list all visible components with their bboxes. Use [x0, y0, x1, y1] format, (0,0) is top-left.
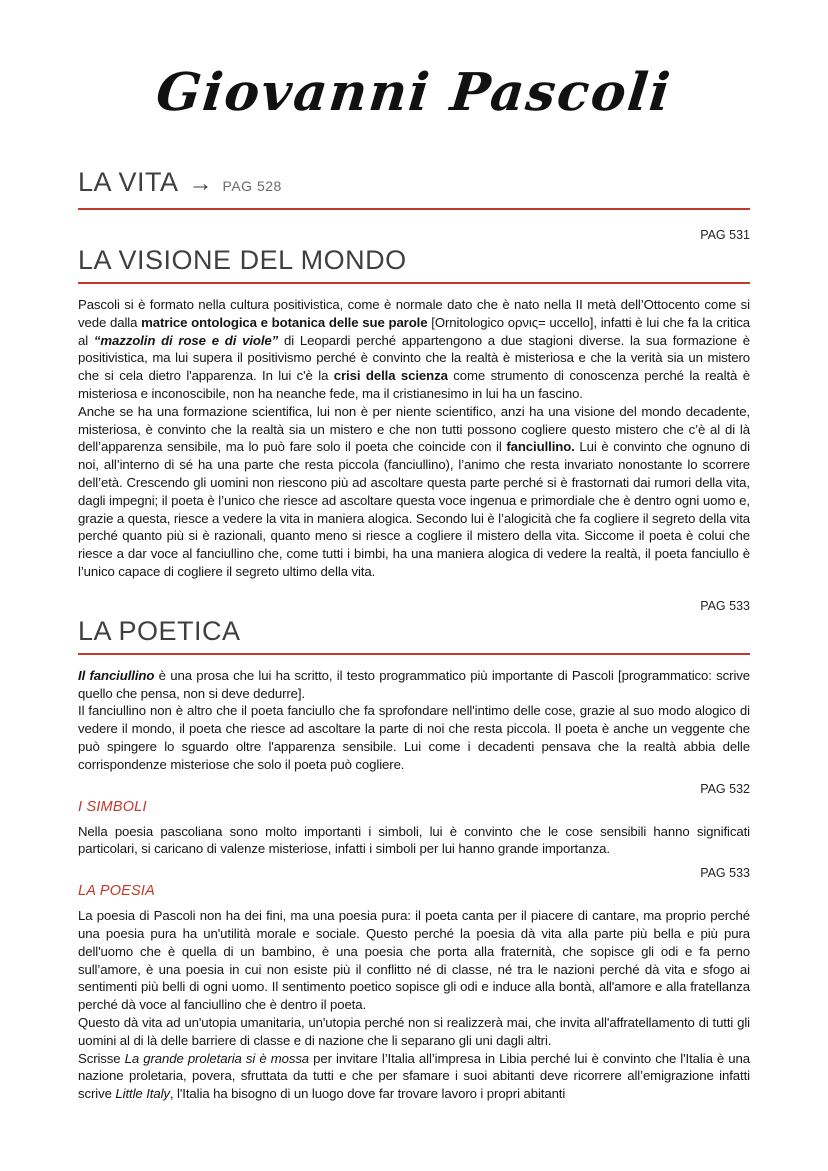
paragraph: Pascoli si è formato nella cultura positivistica, come è normale dato che è nato nella II metà dell’Ottocento come si vede dalla matrice ontologica e botanica delle sue parole [Ornitologico ορνις= uccello], infatti è lui che fa la critica al “mazzolin di rose e di viole” di Leopardi perché appartengono a due stagioni diverse. la sua formazione è positivistica, ma lui supera il positivismo perché è convinto che la realtà è misteriosa e che la verità sia un mistero che si cela dietro l'apparenza. In lui c'è la crisi della scienza come strumento di conoscenza perché la realtà è misteriosa e inconoscibile, non ha neanche fede, ma il cristianesimo in lui ha un fascino.	[78, 297, 750, 401]
paragraph: Anche se ha una formazione scientifica, lui non è per niente scientifico, anzi ha una visione del mondo decadente, misteriosa, è convinto che la realtà sia un mistero e che non tutti possono cogliere questo mistero che c’è al di là dell’apparenza sensibile, ma lo può fare solo il poeta che coincide con il fanciullino. Lui è convinto che ognuno di noi, all’interno di sé ha una parte che resta piccola (fanciullino), l’animo che resta invariato nonostante lo scorrere dell’età. Crescendo gli uomini non riescono più ad ascoltare questa parte perché si è frastornati dai rumori della vita, dagli impegni; il poeta è l’unico che riesce ad ascoltare questa voce ingenua e primordiale che è dentro ogni uomo e, grazie a questa, riesce a vedere la vita in maniera alogica. Secondo lui è l’alogicità che fa cogliere il segreto della vita perché quanto più si è razionali, quanto meno si riesce a cogliere il mistero della vita. Siccome il poeta è colui che riesce a dar voce al fanciullino che, come tutti i bimbi, ha una maniera alogica di vedere la realtà, il poeta fanciullo è l’unico capace di cogliere il segreto ultimo della vita.	[78, 403, 750, 579]
la-vita-heading-row	[78, 167, 750, 210]
paragraph: Questo dà vita ad un'utopia umanitaria, un'utopia perché non si realizzerà mai, che invita all'affratellamento di tutti gli uomini al di là delle barriere di classe e di nazione che li separano gli uni dagli altri.	[78, 1014, 750, 1048]
la-vita-heading: LA VITA	[78, 167, 179, 197]
la-vita-page-ref: PAG 528	[222, 178, 282, 194]
paragraph: Il fanciullino non è altro che il poeta fanciullo che fa sprofondare nell'intimo delle cose, grazie al suo modo alogico di vedere il mondo, il poeta che riesce ad ascoltare la parte di noi che resta piccola. Il poeta è anche un veggente che può spingere lo sguardo oltre l'apparenza sensibile. Lui come i decadenti pensava che la realtà abbia delle corrispondenze misteriose che solo il poeta può cogliere.	[78, 703, 750, 772]
right-arrow-icon: →	[188, 170, 213, 197]
paragraph: Nella poesia pascoliana sono molto importanti i simboli, lui è convinto che le cose sensibili hanno significati particolari, si caricano di valenze misteriose, infatti i simboli per lui hanno grande importanza.	[78, 823, 750, 857]
page-tag: PAG 532	[700, 781, 750, 796]
page-tag: PAG 531	[700, 228, 750, 242]
poetica-heading-row	[78, 616, 750, 655]
doc-title: Giovanni Pascoli	[153, 62, 675, 123]
section-poetica	[78, 599, 750, 774]
visione-heading-row	[78, 245, 750, 284]
poetica-heading: LA POETICA	[78, 615, 241, 646]
simboli-subheading: I SIMBOLI	[78, 798, 147, 815]
section-la-vita	[78, 167, 750, 210]
section-visione-del-mondo	[78, 228, 750, 581]
poesia-subheading: LA POESIA	[78, 883, 156, 900]
visione-heading: LA VISIONE DEL MONDO	[78, 245, 407, 275]
paragraph: Scrisse La grande proletaria si è mossa per invitare l’Italia all’impresa in Libia perché lui è convinto che l'Italia è una nazione proletaria, povera, sfruttata da tutti e che per sfamare i suoi abitanti deve ricorrere all’emigrazione infatti scrive Little Italy, l'Italia ha bisogno di un luogo dove far trovare lavoro i propri abitanti	[78, 1050, 750, 1102]
page-tag: PAG 533	[700, 866, 750, 881]
paragraph: Il fanciullino è una prosa che lui ha scritto, il testo programmatico più importante di Pascoli [programmatico: scrive quello che pensa, non si deve dedurre].	[78, 667, 751, 701]
section-simboli	[78, 782, 750, 859]
page-tag: PAG 533	[700, 598, 750, 613]
paragraph: La poesia di Pascoli non ha dei fini, ma una poesia pura: il poeta canta per il piacere di cantare, ma proprio perché una poesia pura ha un'utilità morale e sociale. Questo perché la poesia dà vita alla parte più bella e più pura dell'uomo che è quella di un bambino, è una poesia che porta alla fraternità, che sopisce gli odi e fa perno sull’amore, è una poesia in cui non esiste più il conflitto né di classe, né tra le nazioni perché dà vita e sfogo ai sentimenti più belli di ogni uomo. Il sentimento poetico sopisce gli odi e induce alla bontà, all'amore e alla fratellanza perché dà voce al fanciullino che è dentro il poeta.	[78, 908, 750, 1013]
section-poesia	[78, 866, 750, 1103]
